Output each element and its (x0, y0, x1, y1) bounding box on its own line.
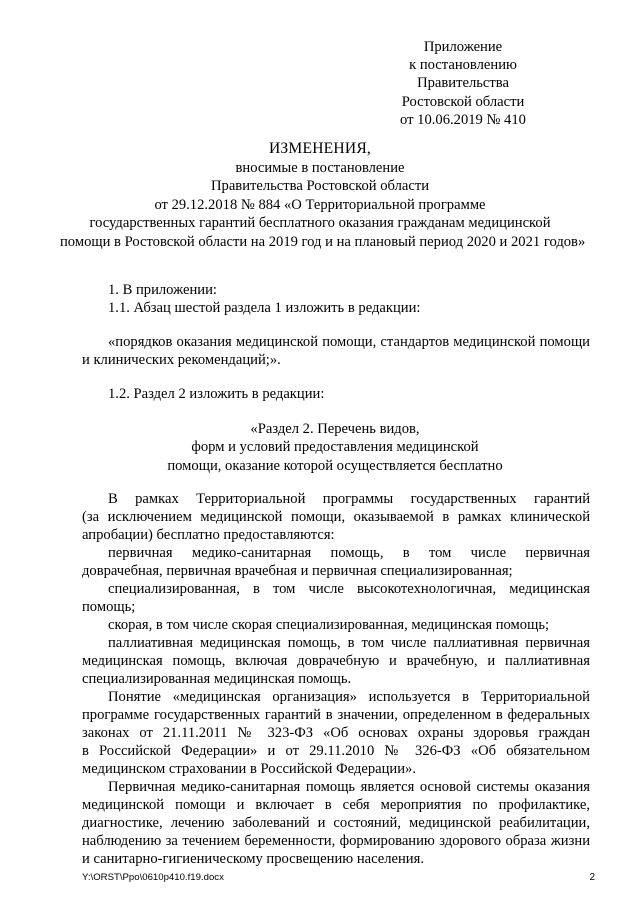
title-heading: ИЗМЕНЕНИЯ, (268, 140, 372, 157)
paragraph-line: наблюдению за течением беременности, формированию здорового образа жизни (82, 833, 590, 849)
paragraph-line: Понятие «медицинская организация» используется в Территориальной (108, 689, 590, 705)
section-title-line: помощи, оказание которой осуществляется бесплатно (167, 457, 503, 474)
paragraph-line: в Российской Федерации» и от 29.11.2010 № 326-ФЗ «Об обязательном (82, 743, 590, 759)
item-1-2: 1.2. Раздел 2 изложить в редакции: (108, 386, 325, 402)
paragraph-line: апробации) бесплатно предоставляются: (82, 527, 335, 543)
title-line: от 29.12.2018 № 884 «О Территориальной программе (154, 196, 486, 213)
paragraph-line: медицинском страховании в Российской Федерации». (82, 761, 416, 777)
quote-1-line: и клинических рекомендаций;». (82, 352, 281, 368)
paragraph-line: специализированная, в том числе высокотехнологичная, медицинская (108, 581, 590, 597)
paragraph-line: законах от 21.11.2011 № 323-ФЗ «Об основах охраны здоровья граждан (82, 725, 590, 741)
appendix-block (363, 38, 563, 129)
paragraph-line: программе государственных гарантий в значении, определенном в федеральных (82, 707, 590, 723)
paragraph-line: первичная медико-санитарная помощь, в том числе первичная (108, 545, 590, 561)
title-line: Правительства Ростовской области (210, 178, 430, 194)
paragraph-line: помощь; (82, 599, 136, 615)
section-title-line: форм и условий предоставления медицинской (191, 439, 479, 456)
title-line: вносимые в постановление (235, 159, 405, 176)
appendix-line: к постановлению (409, 57, 517, 74)
appendix-line: Ростовской области (401, 93, 525, 110)
footer-file-path: Y:\ORST\Ppo\0610p410.f19.docx (82, 872, 224, 883)
paragraph-line: специализированная медицинская помощь. (82, 671, 352, 687)
document-title (60, 140, 586, 251)
paragraph-line: медицинская помощь, включая доврачебную и врачебную, и паллиативная (82, 653, 590, 669)
paragraph-line: и санитарно-гигиеническому просвещению населения. (82, 851, 424, 867)
paragraph-line: медицинской помощи и включает в себя мероприятия по профилактике, (82, 797, 590, 813)
title-line: помощи в Ростовской области на 2019 год и на плановый период 2020 и 2021 годов» (60, 233, 586, 250)
paragraph-line: В рамках Территориальной программы государственных гарантий (108, 491, 590, 507)
paragraph-line: скорая, в том числе скорая специализированная, медицинская помощь; (108, 617, 550, 633)
appendix-line: Правительства (417, 75, 509, 92)
appendix-line: от 10.06.2019 № 410 (400, 111, 526, 128)
section-title-line: «Раздел 2. Перечень видов, (250, 421, 420, 437)
item-1-1: 1.1. Абзац шестой раздела 1 изложить в редакции: (108, 300, 421, 316)
paragraph-line: (за исключением медицинской помощи, оказываемой в рамках клинической (82, 509, 590, 525)
item-1: 1. В приложении: (108, 282, 217, 298)
paragraph-line: Первичная медико-санитарная помощь является основой системы оказания (108, 779, 590, 795)
quote-1-line: «порядков оказания медицинской помощи, стандартов медицинской помощи (108, 334, 590, 350)
page-number: 2 (589, 872, 595, 883)
paragraph-line: паллиативная медицинская помощь, в том числе паллиативная первичная (108, 635, 590, 651)
section-title (100, 420, 570, 475)
paragraph-line: доврачебная, первичная врачебная и первичная специализированная; (82, 563, 513, 579)
appendix-line: Приложение (423, 39, 503, 55)
paragraph-line: диагностике, лечению заболеваний и состояний, медицинской реабилитации, (82, 815, 590, 831)
title-line: государственных гарантий бесплатного оказания гражданам медицинской (89, 215, 551, 231)
